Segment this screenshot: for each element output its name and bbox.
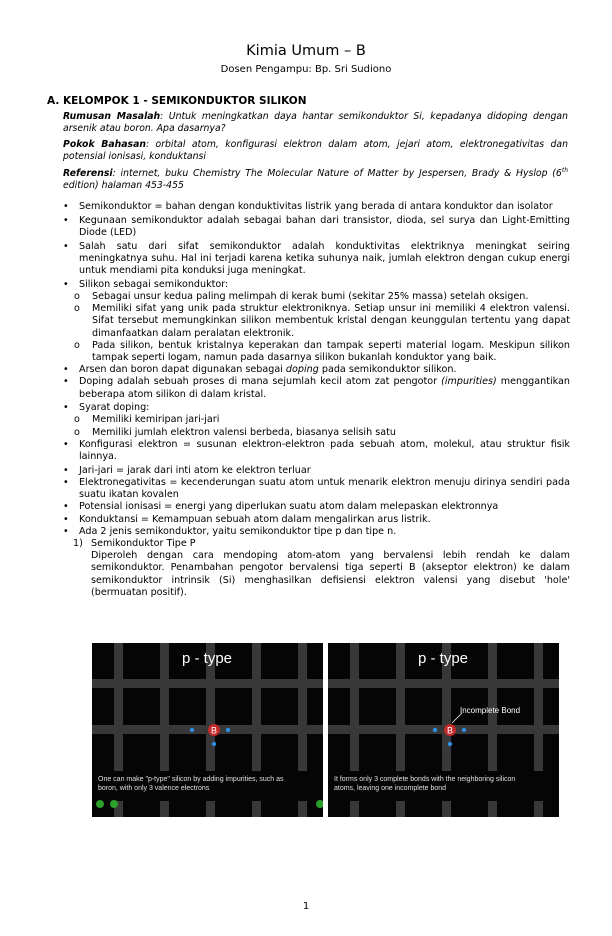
- electron-dot: [433, 728, 437, 732]
- referensi-text-b: edition) halaman 453-455: [63, 180, 184, 192]
- p-type-figure-left: [92, 643, 323, 817]
- circle-bullet-icon: o: [74, 414, 80, 426]
- sub-list-item: o Memiliki kemiripan jari-jari: [74, 414, 220, 426]
- item-number: 1): [73, 537, 83, 549]
- sub-list-item: o Sebagai unsur kedua paling melimpah di kerak bumi (sekitar 25% massa) setelah oksigen.: [74, 290, 529, 302]
- bullet-icon: •: [63, 501, 69, 513]
- circle-bullet-icon: o: [74, 339, 80, 351]
- p-type-lattice-right: [328, 643, 559, 817]
- rumusan-text: : Untuk meningkatkan daya hantar semikonduktor Si, kepadanya didoping dengan arsenik atau boron. Apa dasarnya?: [63, 111, 568, 135]
- rumusan-masalah: [63, 111, 568, 135]
- bullet-icon: •: [63, 438, 69, 450]
- bullet-icon: •: [63, 513, 69, 525]
- list-item: • Doping adalah sebuah proses di mana sejumlah kecil atom zat pengotor (impurities) menggantikan beberapa atom silikon di dalam kristal.: [63, 376, 570, 400]
- bullet-icon: •: [63, 476, 69, 488]
- page-subtitle: Dosen Pengampu: Bp. Sri Sudiono: [220, 64, 392, 75]
- numbered-item: 1) Semikonduktor Tipe P: [73, 537, 196, 549]
- list-item: • Kegunaan semikonduktor adalah sebagai bahan dari transistor, dioda, sel surya dan Light-Emitting Diode (LED): [63, 214, 570, 238]
- p-type-figure-right: [328, 643, 559, 817]
- referensi: [63, 168, 568, 192]
- numbered-item-paragraph: Diperoleh dengan cara mendoping atom-atom yang bervalensi lebih rendah ke dalam semikonduktor. Penambahan pengotor bervalensi tiga seperti B (akseptor elektron) ke dalam semikonduktor intrinsik (Si) menghasilkan defisiensi elektron valensi yang disebut 'hole' (bermuatan positif).: [91, 550, 570, 598]
- list-item: • Silikon sebagai semikonduktor:: [63, 278, 229, 290]
- pokok-text: : orbital atom, konfigurasi elektron dalam atom, jejari atom, elektronegativitas dan potensial ionisasi, konduktansi: [63, 139, 568, 163]
- figure-heading: p - type: [181, 650, 233, 667]
- list-item: • Konduktansi = Kemampuan sebuah atom dalam mengalirkan arus listrik.: [63, 513, 431, 525]
- circle-bullet-icon: o: [74, 290, 80, 302]
- list-item: • Salah satu dari sifat semikonduktor adalah konduktivitas elektriknya meningkat seiring meningkatnya suhu. Hal ini terjadi karena ketika suhunya naik, jumlah elektron dengan cukup energi untuk mendiami pita konduksi juga meningkat.: [63, 240, 570, 277]
- referensi-text-a: : internet, buku Chemistry The Molecular Nature of Matter by Jespersen, Brady & Hyslop (6: [112, 168, 562, 179]
- sub-list-item: o Pada silikon, bentuk kristalnya keperakan dan tampak seperti material logam. Meskipun silikon tampak seperti logam, namun pada dasarnya silikon bukanlah konduktor yang baik.: [74, 339, 570, 363]
- referensi-superscript: th: [561, 166, 568, 174]
- bullet-icon: •: [63, 278, 69, 290]
- list-item: • Elektronegativitas = kecenderungan suatu atom untuk menarik elektron menuju dirinya sendiri pada suatu ikatan kovalen: [63, 476, 570, 501]
- referensi-label: Referensi: [63, 168, 113, 179]
- electron-dot: [190, 728, 194, 732]
- silicon-atom: [110, 800, 118, 808]
- p-type-lattice-left: [92, 643, 323, 817]
- list-item: • Potensial ionisasi = energi yang diperlukan suatu atom dalam melepaskan elektronnya: [63, 501, 499, 513]
- circle-bullet-icon: o: [74, 426, 80, 438]
- bullet-icon: •: [63, 240, 69, 252]
- caption-line-2: boron, with only 3 valence electrons: [98, 785, 210, 792]
- electron-dot: [226, 728, 230, 732]
- sub-list-item: o Memiliki jumlah elektron valensi berbeda, biasanya selisih satu: [74, 426, 396, 438]
- silicon-atom: [96, 800, 104, 808]
- bullet-icon: •: [63, 376, 69, 388]
- boron-atom-label: B: [210, 725, 218, 736]
- list-item: • Syarat doping:: [63, 402, 150, 414]
- caption-line-2: atoms, leaving one incomplete bond: [334, 785, 447, 792]
- p-type-figures: [92, 643, 559, 817]
- list-item: • Arsen dan boron dapat digunakan sebagai doping pada semikonduktor silikon.: [63, 364, 457, 376]
- electron-dot: [462, 728, 466, 732]
- pokok-bahasan: [63, 139, 568, 163]
- circle-bullet-icon: o: [74, 303, 80, 315]
- list-item: • Ada 2 jenis semikonduktor, yaitu semikonduktor tipe p dan tipe n.: [63, 525, 397, 537]
- electron-dot: [212, 742, 216, 746]
- figure-heading: p - type: [417, 650, 469, 667]
- list-item: • Konfigurasi elektron = susunan elektron-elektron pada sebuah atom, molekul, atau struktur fisik lainnya.: [63, 438, 570, 463]
- page-title: Kimia Umum – B: [246, 43, 366, 59]
- caption-line-1: It forms only 3 complete bonds with the neighboring silicon: [334, 776, 516, 783]
- incomplete-bond-label: Incomplete Bond: [460, 706, 521, 715]
- list-item: • Jari-jari = jarak dari inti atom ke elektron terluar: [63, 464, 311, 476]
- electron-dot: [448, 742, 452, 746]
- list-item: • Semikonduktor = bahan dengan konduktivitas listrik yang berada di antara konduktor dan isolator: [63, 201, 553, 212]
- sub-list-item: o Memiliki sifat yang unik pada struktur elektroniknya. Setiap unsur ini memiliki 4 elektron valensi. Sifat tersebut memungkinkan silikon membentuk kristal dengan keunggulan tertentu yang dapat dimanfaatkan dalam peralatan elektronik.: [74, 303, 570, 339]
- caption-line-1: One can make "p-type" silicon by adding impurities, such as: [98, 776, 284, 783]
- bullet-icon: •: [63, 525, 69, 537]
- section-heading: A. KELOMPOK 1 - SEMIKONDUKTOR SILIKON: [47, 95, 307, 107]
- bullet-icon: •: [63, 464, 69, 476]
- bullet-icon: •: [63, 201, 69, 212]
- rumusan-label: Rumusan Masalah: [63, 111, 161, 122]
- bullet-list: [63, 201, 570, 599]
- bullet-icon: •: [63, 364, 69, 376]
- bullet-icon: •: [63, 402, 69, 414]
- bullet-icon: •: [63, 214, 69, 226]
- boron-atom-label: B: [446, 725, 454, 736]
- pokok-label: Pokok Bahasan: [63, 139, 146, 150]
- page-number: 1: [302, 901, 310, 912]
